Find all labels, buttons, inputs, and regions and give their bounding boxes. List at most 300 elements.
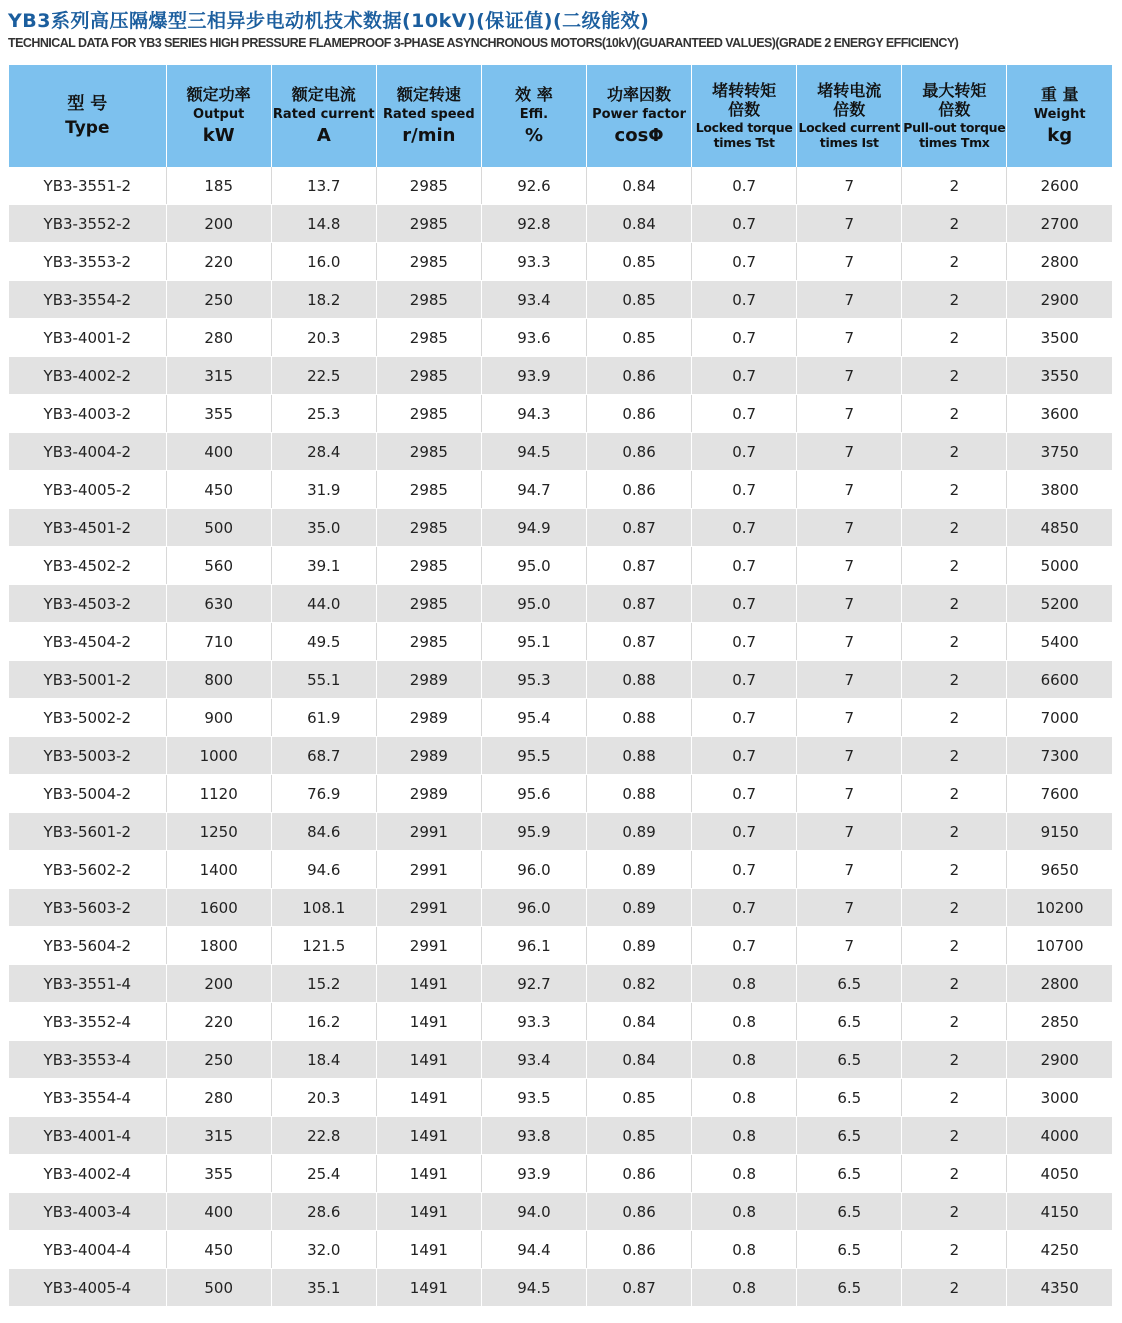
header-speed-unit: r/min [402,125,456,147]
weight-cell: 9650 [1007,851,1112,889]
header-efficiency-unit: % [524,125,543,147]
technical-data-table [9,65,1112,1307]
output-cell: 220 [166,243,271,281]
current-cell: 76.9 [271,775,376,813]
efficiency-cell: 95.6 [481,775,586,813]
speed-cell: 1491 [376,1003,481,1041]
speed-cell: 1491 [376,1117,481,1155]
power-factor-cell: 0.89 [587,813,692,851]
power-factor-cell: 0.84 [587,1041,692,1079]
header-current-en: Rated current [272,106,375,122]
efficiency-cell: 93.5 [481,1079,586,1117]
pullout-torque-cell: 2 [902,471,1007,509]
speed-cell: 2989 [376,775,481,813]
locked-torque-cell: 0.7 [692,737,797,775]
locked-current-cell: 6.5 [797,1117,902,1155]
locked-torque-cell: 0.7 [692,471,797,509]
type-cell: YB3-4003-4 [9,1193,166,1231]
type-cell: YB3-3552-4 [9,1003,166,1041]
current-cell: 25.4 [271,1155,376,1193]
output-cell: 1400 [166,851,271,889]
current-cell: 68.7 [271,737,376,775]
type-cell: YB3-5603-2 [9,889,166,927]
type-cell: YB3-3553-4 [9,1041,166,1079]
output-cell: 200 [166,965,271,1003]
header-locked-current-en: Locked current times Ist [798,119,900,151]
pullout-torque-cell: 2 [902,1231,1007,1269]
locked-torque-cell: 0.7 [692,661,797,699]
power-factor-cell: 0.84 [587,205,692,243]
locked-current-cell: 7 [797,433,902,471]
pullout-torque-cell: 2 [902,889,1007,927]
power-factor-cell: 0.88 [587,775,692,813]
efficiency-cell: 96.0 [481,889,586,927]
type-cell: YB3-4005-2 [9,471,166,509]
pullout-torque-cell: 2 [902,395,1007,433]
speed-cell: 2985 [376,585,481,623]
output-cell: 220 [166,1003,271,1041]
header-power-factor [587,65,692,167]
locked-current-cell: 7 [797,471,902,509]
header-pullout-torque-en: Pull-out torque times Tmx [903,119,1006,151]
efficiency-cell: 94.7 [481,471,586,509]
header-power-factor-unit: cosΦ [614,125,664,147]
header-power-factor-en: Power factor [592,106,687,122]
locked-torque-cell: 0.7 [692,433,797,471]
current-cell: 39.1 [271,547,376,585]
type-cell: YB3-5002-2 [9,699,166,737]
current-cell: 20.3 [271,319,376,357]
output-cell: 1120 [166,775,271,813]
weight-cell: 4850 [1007,509,1112,547]
locked-current-cell: 7 [797,205,902,243]
power-factor-cell: 0.86 [587,395,692,433]
locked-current-cell: 7 [797,661,902,699]
type-cell: YB3-4501-2 [9,509,166,547]
locked-torque-cell: 0.7 [692,509,797,547]
header-power-factor-cn: 功率因数 [607,85,672,105]
efficiency-cell: 95.4 [481,699,586,737]
type-cell: YB3-5001-2 [9,661,166,699]
table-row [9,243,1112,281]
header-output [166,65,271,167]
locked-torque-cell: 0.8 [692,965,797,1003]
pullout-torque-cell: 2 [902,243,1007,281]
output-cell: 315 [166,357,271,395]
weight-cell: 2850 [1007,1003,1112,1041]
locked-torque-cell: 0.7 [692,927,797,965]
type-cell: YB3-4502-2 [9,547,166,585]
locked-current-cell: 7 [797,699,902,737]
weight-cell: 6600 [1007,661,1112,699]
power-factor-cell: 0.89 [587,889,692,927]
current-cell: 35.1 [271,1269,376,1307]
pullout-torque-cell: 2 [902,1193,1007,1231]
table-row [9,737,1112,775]
header-locked-current [797,65,902,167]
efficiency-cell: 95.3 [481,661,586,699]
efficiency-cell: 96.0 [481,851,586,889]
power-factor-cell: 0.85 [587,243,692,281]
output-cell: 800 [166,661,271,699]
current-cell: 28.4 [271,433,376,471]
efficiency-cell: 94.0 [481,1193,586,1231]
type-cell: YB3-4503-2 [9,585,166,623]
speed-cell: 2991 [376,851,481,889]
pullout-torque-cell: 2 [902,1079,1007,1117]
speed-cell: 1491 [376,1193,481,1231]
speed-cell: 1491 [376,1269,481,1307]
locked-current-cell: 6.5 [797,1155,902,1193]
locked-torque-cell: 0.7 [692,243,797,281]
type-cell: YB3-3552-2 [9,205,166,243]
type-cell: YB3-4001-4 [9,1117,166,1155]
power-factor-cell: 0.84 [587,1003,692,1041]
pullout-torque-cell: 2 [902,1003,1007,1041]
locked-current-cell: 7 [797,281,902,319]
pullout-torque-cell: 2 [902,167,1007,205]
type-cell: YB3-5004-2 [9,775,166,813]
power-factor-cell: 0.87 [587,509,692,547]
header-weight-en: Weight [1033,106,1086,122]
header-type-en: Type [65,118,110,138]
locked-torque-cell: 0.8 [692,1003,797,1041]
locked-torque-cell: 0.7 [692,775,797,813]
locked-current-cell: 7 [797,319,902,357]
power-factor-cell: 0.84 [587,167,692,205]
power-factor-cell: 0.87 [587,623,692,661]
output-cell: 560 [166,547,271,585]
speed-cell: 2991 [376,889,481,927]
efficiency-cell: 93.8 [481,1117,586,1155]
type-cell: YB3-4001-2 [9,319,166,357]
power-factor-cell: 0.85 [587,281,692,319]
type-cell: YB3-4005-4 [9,1269,166,1307]
type-cell: YB3-3551-2 [9,167,166,205]
weight-cell: 7600 [1007,775,1112,813]
speed-cell: 2989 [376,737,481,775]
weight-cell: 5200 [1007,585,1112,623]
efficiency-cell: 92.7 [481,965,586,1003]
output-cell: 280 [166,319,271,357]
type-cell: YB3-4002-4 [9,1155,166,1193]
locked-current-cell: 7 [797,167,902,205]
weight-cell: 3800 [1007,471,1112,509]
header-locked-torque-en: Locked torque times Tst [695,119,793,151]
pullout-torque-cell: 2 [902,585,1007,623]
speed-cell: 1491 [376,1079,481,1117]
weight-cell: 4350 [1007,1269,1112,1307]
efficiency-cell: 95.0 [481,585,586,623]
speed-cell: 2985 [376,547,481,585]
pullout-torque-cell: 2 [902,927,1007,965]
output-cell: 1600 [166,889,271,927]
power-factor-cell: 0.88 [587,699,692,737]
pullout-torque-cell: 2 [902,775,1007,813]
efficiency-cell: 93.4 [481,281,586,319]
current-cell: 22.5 [271,357,376,395]
speed-cell: 2991 [376,927,481,965]
type-cell: YB3-3554-2 [9,281,166,319]
efficiency-cell: 93.4 [481,1041,586,1079]
type-cell: YB3-4504-2 [9,623,166,661]
locked-current-cell: 7 [797,243,902,281]
table-row [9,661,1112,699]
power-factor-cell: 0.86 [587,357,692,395]
output-cell: 315 [166,1117,271,1155]
header-pullout-torque [902,65,1007,167]
output-cell: 355 [166,1155,271,1193]
output-cell: 355 [166,395,271,433]
pullout-torque-cell: 2 [902,205,1007,243]
speed-cell: 2985 [376,395,481,433]
locked-torque-cell: 0.7 [692,851,797,889]
efficiency-cell: 95.1 [481,623,586,661]
pullout-torque-cell: 2 [902,1041,1007,1079]
type-cell: YB3-3554-4 [9,1079,166,1117]
efficiency-cell: 94.9 [481,509,586,547]
type-cell: YB3-4002-2 [9,357,166,395]
current-cell: 31.9 [271,471,376,509]
locked-torque-cell: 0.8 [692,1193,797,1231]
speed-cell: 2985 [376,357,481,395]
weight-cell: 4150 [1007,1193,1112,1231]
power-factor-cell: 0.86 [587,1231,692,1269]
output-cell: 1000 [166,737,271,775]
weight-cell: 2700 [1007,205,1112,243]
table-header [9,65,1112,167]
locked-current-cell: 6.5 [797,1269,902,1307]
table-row [9,1079,1112,1117]
locked-current-cell: 6.5 [797,1003,902,1041]
header-speed-cn: 额定转速 [396,85,461,105]
header-current [271,65,376,167]
power-factor-cell: 0.87 [587,1269,692,1307]
type-cell: YB3-5003-2 [9,737,166,775]
speed-cell: 2985 [376,243,481,281]
locked-torque-cell: 0.8 [692,1117,797,1155]
locked-torque-cell: 0.7 [692,395,797,433]
output-cell: 630 [166,585,271,623]
output-cell: 900 [166,699,271,737]
speed-cell: 2989 [376,699,481,737]
output-cell: 280 [166,1079,271,1117]
power-factor-cell: 0.86 [587,471,692,509]
page-title: YB3系列高压隔爆型三相异步电动机技术数据(10kV)(保证值)(二级能效) [8,10,650,32]
locked-current-cell: 7 [797,357,902,395]
locked-current-cell: 6.5 [797,1231,902,1269]
locked-current-cell: 7 [797,851,902,889]
table-row [9,395,1112,433]
output-cell: 400 [166,1193,271,1231]
speed-cell: 1491 [376,1041,481,1079]
output-cell: 1250 [166,813,271,851]
current-cell: 61.9 [271,699,376,737]
weight-cell: 4050 [1007,1155,1112,1193]
pullout-torque-cell: 2 [902,851,1007,889]
table-row [9,357,1112,395]
weight-cell: 2900 [1007,1041,1112,1079]
power-factor-cell: 0.89 [587,927,692,965]
weight-cell: 5000 [1007,547,1112,585]
locked-torque-cell: 0.8 [692,1231,797,1269]
page-subtitle: TECHNICAL DATA FOR YB3 SERIES HIGH PRESSURE FLAMEPROOF 3-PHASE ASYNCHRONOUS MOTORS(10kV)(GUARANTEED VALUES)(GRADE 2 ENERGY EFFICIENCY) [8,36,959,50]
speed-cell: 1491 [376,1155,481,1193]
header-locked-current-cn: 堵转电流 倍数 [817,81,882,120]
efficiency-cell: 95.5 [481,737,586,775]
current-cell: 13.7 [271,167,376,205]
speed-cell: 2985 [376,281,481,319]
current-cell: 14.8 [271,205,376,243]
current-cell: 94.6 [271,851,376,889]
weight-cell: 5400 [1007,623,1112,661]
type-cell: YB3-5602-2 [9,851,166,889]
weight-cell: 3500 [1007,319,1112,357]
locked-torque-cell: 0.7 [692,167,797,205]
current-cell: 15.2 [271,965,376,1003]
locked-current-cell: 7 [797,585,902,623]
weight-cell: 7300 [1007,737,1112,775]
header-current-unit: A [316,125,331,147]
pullout-torque-cell: 2 [902,737,1007,775]
weight-cell: 9150 [1007,813,1112,851]
locked-torque-cell: 0.8 [692,1041,797,1079]
weight-cell: 4000 [1007,1117,1112,1155]
header-pullout-torque-cn: 最大转矩 倍数 [922,81,987,120]
speed-cell: 2985 [376,623,481,661]
pullout-torque-cell: 2 [902,319,1007,357]
power-factor-cell: 0.85 [587,1117,692,1155]
header-type-cn: 型 号 [67,93,108,114]
power-factor-cell: 0.88 [587,661,692,699]
table-row [9,699,1112,737]
locked-torque-cell: 0.7 [692,281,797,319]
output-cell: 250 [166,1041,271,1079]
locked-torque-cell: 0.7 [692,547,797,585]
locked-current-cell: 7 [797,775,902,813]
table-row [9,1231,1112,1269]
table-row [9,585,1112,623]
locked-current-cell: 7 [797,889,902,927]
current-cell: 22.8 [271,1117,376,1155]
efficiency-cell: 94.4 [481,1231,586,1269]
table-row [9,1155,1112,1193]
speed-cell: 2985 [376,319,481,357]
locked-current-cell: 6.5 [797,1079,902,1117]
header-weight [1007,65,1112,167]
speed-cell: 2989 [376,661,481,699]
current-cell: 84.6 [271,813,376,851]
speed-cell: 2985 [376,205,481,243]
locked-torque-cell: 0.7 [692,205,797,243]
table-row [9,433,1112,471]
pullout-torque-cell: 2 [902,281,1007,319]
table-row [9,509,1112,547]
header-output-en: Output [193,106,245,122]
current-cell: 20.3 [271,1079,376,1117]
output-cell: 500 [166,509,271,547]
efficiency-cell: 94.5 [481,433,586,471]
header-efficiency-cn: 效 率 [515,85,553,105]
current-cell: 44.0 [271,585,376,623]
efficiency-cell: 93.3 [481,243,586,281]
locked-torque-cell: 0.8 [692,1155,797,1193]
current-cell: 16.0 [271,243,376,281]
table-row [9,1193,1112,1231]
locked-torque-cell: 0.8 [692,1079,797,1117]
efficiency-cell: 95.0 [481,547,586,585]
current-cell: 18.2 [271,281,376,319]
header-output-unit: kW [202,125,235,147]
power-factor-cell: 0.86 [587,433,692,471]
current-cell: 55.1 [271,661,376,699]
table-row [9,547,1112,585]
locked-current-cell: 7 [797,813,902,851]
weight-cell: 2900 [1007,281,1112,319]
current-cell: 25.3 [271,395,376,433]
output-cell: 250 [166,281,271,319]
output-cell: 400 [166,433,271,471]
header-output-cn: 额定功率 [186,85,251,105]
type-cell: YB3-3551-4 [9,965,166,1003]
current-cell: 28.6 [271,1193,376,1231]
current-cell: 49.5 [271,623,376,661]
locked-torque-cell: 0.7 [692,623,797,661]
weight-cell: 10200 [1007,889,1112,927]
locked-current-cell: 7 [797,509,902,547]
efficiency-cell: 94.3 [481,395,586,433]
power-factor-cell: 0.85 [587,319,692,357]
pullout-torque-cell: 2 [902,547,1007,585]
speed-cell: 1491 [376,1231,481,1269]
output-cell: 450 [166,471,271,509]
header-speed-en: Rated speed [383,106,475,122]
output-cell: 200 [166,205,271,243]
speed-cell: 2991 [376,813,481,851]
header-weight-cn: 重 量 [1040,85,1079,105]
weight-cell: 3600 [1007,395,1112,433]
output-cell: 710 [166,623,271,661]
locked-current-cell: 6.5 [797,965,902,1003]
power-factor-cell: 0.89 [587,851,692,889]
header-weight-unit: kg [1047,125,1073,147]
header-type [9,65,166,167]
locked-current-cell: 7 [797,737,902,775]
locked-current-cell: 6.5 [797,1193,902,1231]
header-speed [376,65,481,167]
output-cell: 1800 [166,927,271,965]
weight-cell: 7000 [1007,699,1112,737]
power-factor-cell: 0.87 [587,585,692,623]
table-row [9,1269,1112,1307]
pullout-torque-cell: 2 [902,813,1007,851]
type-cell: YB3-5601-2 [9,813,166,851]
current-cell: 32.0 [271,1231,376,1269]
locked-torque-cell: 0.7 [692,319,797,357]
table-row [9,205,1112,243]
current-cell: 108.1 [271,889,376,927]
current-cell: 121.5 [271,927,376,965]
weight-cell: 3550 [1007,357,1112,395]
pullout-torque-cell: 2 [902,1155,1007,1193]
table-row [9,623,1112,661]
efficiency-cell: 96.1 [481,927,586,965]
table-body [9,167,1112,1307]
type-cell: YB3-3553-2 [9,243,166,281]
pullout-torque-cell: 2 [902,623,1007,661]
type-cell: YB3-4004-2 [9,433,166,471]
table-row [9,1003,1112,1041]
